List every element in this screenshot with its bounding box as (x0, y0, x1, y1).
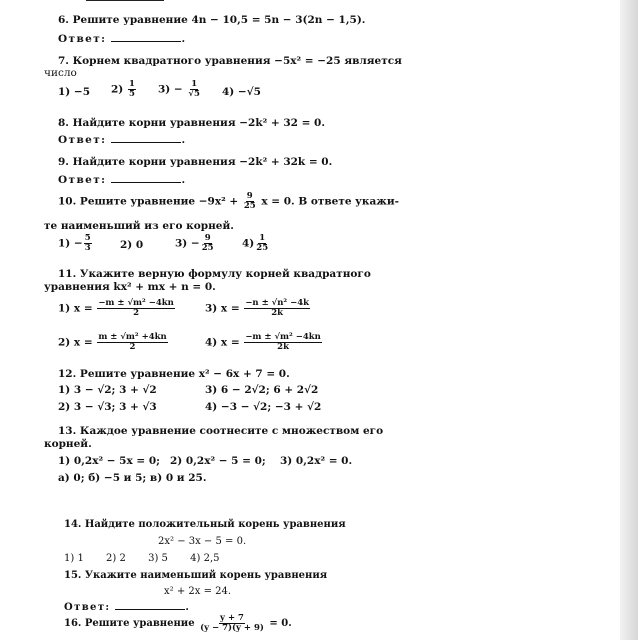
q11-text-line1: 11. Укажите верную формулу корней квадратного (58, 268, 371, 280)
q13-equation-2: 2) 0,2x² − 5 = 0; (170, 455, 266, 467)
q12-option-4: 4) −3 − √2; −3 + √2 (205, 401, 322, 413)
q11-option-1: 1) x = $\frac{\text{−m ± √m² −4kn}}{2}$ (58, 298, 174, 318)
q10-option-4: 4) $\frac{1}{25}$ (242, 233, 269, 253)
q13-text-line1: 13. Каждое уравнение соотнесите с множеством его (58, 425, 384, 437)
q8-answer: Ответ: . (58, 134, 187, 146)
q10-option-3: 3) − $\frac{9}{25}$ (175, 233, 214, 253)
q8-text: 8. Найдите корни уравнения −2k² + 32 = 0. (58, 117, 325, 129)
q15-text: 15. Укажите наименьший корень уравнения (64, 570, 328, 581)
q14-options: 1) 1 2) 2 3) 5 4) 2,5 (64, 553, 220, 564)
q11-option-3: 3) x = $\frac{\text{−n ± √n² −4k}}{2k}$ (205, 298, 310, 318)
q13-equation-3: 3) 0,2x² = 0. (280, 455, 353, 467)
page-edge-shadow (620, 0, 638, 640)
q13-answer-sets: а) 0; б) −5 и 5; в) 0 и 25. (58, 472, 207, 484)
q12-option-1: 1) 3 − √2; 3 + √2 (58, 384, 157, 396)
q12-text: 12. Решите уравнение x² − 6x + 7 = 0. (58, 368, 290, 380)
q11-option-2: 2) x = $\frac{\text{m ± √m² +4kn}}{2}$ (58, 332, 167, 352)
q7-option-2: 2) $\frac{1}{5}$ (111, 79, 135, 99)
top-rule (86, 0, 164, 1)
q12-option-2: 2) 3 − √3; 3 + √3 (58, 401, 157, 413)
q7-option-3: 3) − $\frac{1}{√5}$ (158, 79, 200, 99)
q6-answer: Ответ: . (58, 33, 187, 45)
q13-equation-1: 1) 0,2x² − 5x = 0; (58, 455, 161, 467)
q10-text-line1: 10. Решите уравнение −9x² + $\frac{9}{25}$ x = 0. В ответе укажи- (58, 191, 400, 211)
q10-text-line2: те наименьший из его корней. (44, 220, 234, 232)
q15-answer: Ответ: . (64, 602, 191, 613)
q9-answer: Ответ: . (58, 174, 187, 186)
q7-option-4: 4) −√5 (222, 86, 261, 98)
q10-option-2: 2) 0 (120, 239, 144, 251)
q9-text: 9. Найдите корни уравнения −2k² + 32k = 0. (58, 156, 333, 168)
q16-text: 16. Решите уравнение $\frac{y + 7}{(y - 7)(y + 9)}$ = 0. (64, 613, 292, 633)
q7-option-1: 1) −5 (58, 86, 91, 98)
q15-equation: x² + 2x = 24. (164, 586, 232, 597)
q12-option-3: 3) 6 − 2√2; 6 + 2√2 (205, 384, 319, 396)
q7-text-line2: число (44, 67, 77, 79)
q11-option-4: 4) x = $\frac{\text{−m ± √m² −4kn}}{2k}$ (205, 332, 321, 352)
q10-option-1: 1) − $\frac{5}{3}$ (58, 233, 91, 253)
q13-text-line2: корней. (44, 438, 92, 450)
q14-equation: 2x² − 3x − 5 = 0. (158, 536, 247, 547)
q6-text: 6. Решите уравнение 4n − 10,5 = 5n − 3(2n − 1,5). (58, 14, 366, 26)
q11-text-line2: уравнения kx² + mx + n = 0. (44, 281, 216, 293)
q14-text: 14. Найдите положительный корень уравнения (64, 519, 346, 530)
q7-text-line1: 7. Корнем квадратного уравнения −5x² = −25 является (58, 55, 402, 67)
